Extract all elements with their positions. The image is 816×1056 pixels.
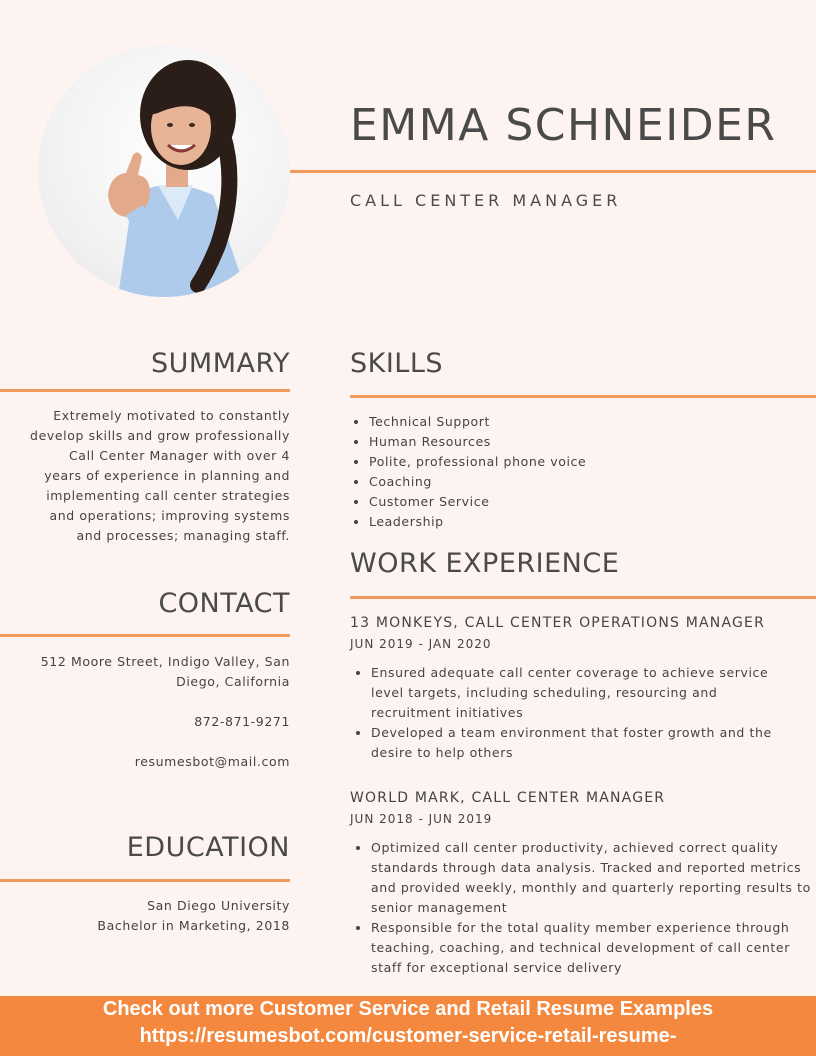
name-divider xyxy=(290,170,816,173)
job-bullet: • Optimized call center productivity, achieved correct quality standards through data analysis. Tracked and reported metrics and provided weekly, monthly and quarterly reporting results to senior management xyxy=(371,838,811,918)
banner-link[interactable]: https://resumesbot.com/customer-service-retail-resume- xyxy=(139,1025,677,1047)
skills-divider xyxy=(350,395,816,398)
summary-text: Extremely motivated to constantly develop skills and grow professionally Call Center Manager with over 4 years of experience in planning and implementing call center strategies and operations; improving systems and processes; managing staff. xyxy=(30,408,290,543)
job-bullets xyxy=(351,838,811,978)
contact-email: resumesbot@mail.com xyxy=(134,754,290,769)
person-illustration xyxy=(38,45,290,297)
contact-heading: CONTACT xyxy=(158,588,290,619)
promo-banner[interactable] xyxy=(0,996,816,1056)
skill-item: • Coaching xyxy=(369,472,809,492)
job-bullet: • Responsible for the total quality member experience through teaching, coaching, and technical development of call center staff for exceptional service delivery xyxy=(371,918,811,978)
job-title: WORLD MARK, CALL CENTER MANAGER xyxy=(350,790,666,806)
education-divider xyxy=(0,879,290,882)
skill-item: • Polite, professional phone voice xyxy=(369,452,809,472)
job-bullet: • Ensured adequate call center coverage to achieve service level targets, including scheduling, resourcing and recruitment initiatives xyxy=(371,663,801,723)
skill-item: • Customer Service xyxy=(369,492,809,512)
experience-divider xyxy=(350,596,816,599)
candidate-name: EMMA SCHNEIDER xyxy=(350,100,777,151)
job-bullet: • Developed a team environment that foster growth and the desire to help others xyxy=(371,723,801,763)
skill-item: • Technical Support xyxy=(369,412,809,432)
job-dates: JUN 2019 - JAN 2020 xyxy=(350,637,492,651)
job-bullets xyxy=(351,663,801,763)
skill-item: • Leadership xyxy=(369,512,809,532)
education-degree: Bachelor in Marketing, 2018 xyxy=(97,918,290,933)
candidate-title: CALL CENTER MANAGER xyxy=(350,191,622,210)
profile-photo xyxy=(38,45,290,297)
contact-address: 512 Moore Street, Indigo Valley, San Diego, California xyxy=(40,654,290,689)
education-heading: EDUCATION xyxy=(126,832,290,863)
contact-phone: 872-871-9271 xyxy=(194,714,290,729)
skill-item: • Human Resources xyxy=(369,432,809,452)
summary-divider xyxy=(0,389,290,392)
banner-line-1[interactable]: Check out more Customer Service and Retail Resume Examples xyxy=(102,998,714,1020)
skills-list xyxy=(349,412,809,532)
job-dates: JUN 2018 - JUN 2019 xyxy=(350,812,493,826)
summary-heading: SUMMARY xyxy=(151,348,290,379)
experience-heading: WORK EXPERIENCE xyxy=(350,548,620,579)
contact-divider xyxy=(0,634,290,637)
skills-heading: SKILLS xyxy=(350,348,444,379)
education-school: San Diego University xyxy=(147,898,290,913)
job-title: 13 MONKEYS, CALL CENTER OPERATIONS MANAGER xyxy=(350,615,766,631)
